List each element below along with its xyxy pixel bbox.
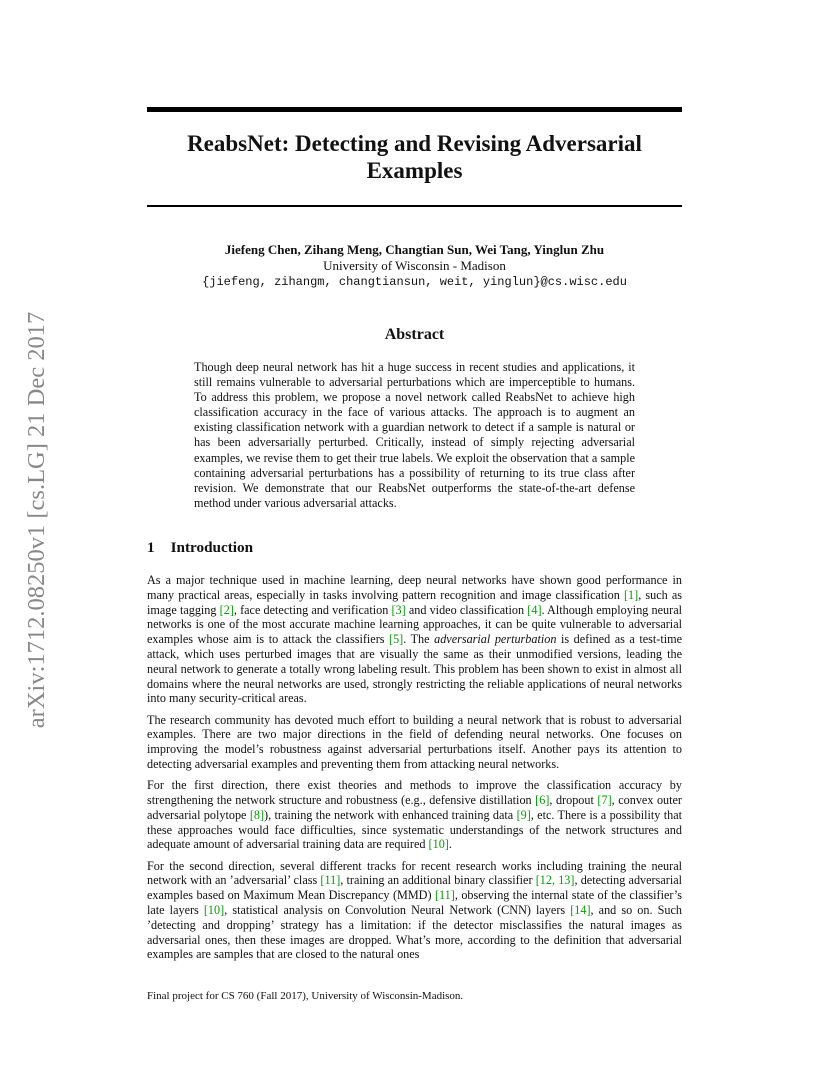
- author-block: [147, 242, 682, 290]
- citation-link[interactable]: [10]: [428, 837, 449, 852]
- footnote: Final project for CS 760 (Fall 2017), University of Wisconsin-Madison.: [147, 990, 464, 1002]
- citation-link[interactable]: [7]: [597, 792, 612, 807]
- emphasized-term: adversarial perturbation: [434, 632, 557, 647]
- intro-paragraph-3: [147, 778, 682, 852]
- text-run: , face detecting and verification: [233, 602, 392, 617]
- text-run: , convex outer adversarial polytope: [147, 792, 682, 822]
- text-run: , and so on. Such ’detecting and dropping’ strategy has a limitation: if the detector misclassifies the natural images as adversarial ones, then these images are dropped. What’s more, according to the definition that adversarial examples are samples that are closed to the natural ones: [147, 902, 682, 962]
- text-run: ), training the network with enhanced training data: [264, 807, 517, 822]
- citation-link[interactable]: [4]: [527, 602, 542, 617]
- introduction-body: [147, 573, 682, 968]
- author-emails: {jiefeng, zihangm, changtiansun, weit, yinglun}@cs.wisc.edu: [202, 275, 627, 289]
- citation-link[interactable]: [5]: [389, 632, 404, 647]
- section-heading-introduction: [147, 539, 253, 557]
- paper-title: ReabsNet: Detecting and Revising Adversarial Examples: [187, 131, 642, 183]
- intro-paragraph-1: [147, 573, 682, 706]
- text-run: , statistical analysis on Convolution Neural Network (CNN) layers: [224, 902, 571, 917]
- section-title: Introduction: [170, 539, 254, 556]
- text-run: and video classification: [405, 602, 528, 617]
- abstract-heading: Abstract: [384, 326, 445, 343]
- text-run: , training an additional binary classifier: [340, 873, 536, 888]
- text-run: , observing the internal state of the classifier’s late layers: [147, 888, 682, 917]
- author-names: Jiefeng Chen, Zihang Meng, Changtian Sun, Wei Tang, Yinglun Zhu: [224, 242, 605, 257]
- abstract-text: Though deep neural network has hit a huge success in recent studies and applications, it still remains vulnerable to adversarial perturbations which are imperceptible to humans. To address this problem, we propose a novel network called ReabsNet to achieve high classification accuracy in the face of various attacks. The approach is to augment an existing classification network with a guardian network to detect if a sample is natural or has been adversarially perturbed. Critically, instead of simply rejecting adversarial examples, we revise them to get their true labels. We exploit the observation that a sample containing adversarial perturbations has a possibility of returning to its true class after revision. We demonstrate that our ReabsNet outperforms the state-of-the-art defense method under various adversarial attacks.: [194, 360, 635, 510]
- citation-link[interactable]: [1]: [623, 587, 639, 602]
- affiliation: University of Wisconsin - Madison: [323, 258, 506, 273]
- citation-link[interactable]: [12, 13]: [535, 873, 575, 888]
- citation-link[interactable]: [8]: [249, 807, 265, 822]
- title-top-rule: [147, 107, 682, 112]
- text-run: . Although employing neural networks is one of the most accurate machine learning approaches, it can be quite vulnerable to adversarial examples whose aim is to attack the classifiers: [147, 602, 682, 647]
- intro-paragraph-4: [147, 859, 682, 963]
- text-run: , dropout: [549, 792, 598, 807]
- citation-link[interactable]: [3]: [391, 602, 406, 617]
- text-run: As a major technique used in machine learning, deep neural networks have shown good performance in many practical areas, especially in tasks involving pattern recognition and image classification: [147, 573, 682, 602]
- arxiv-sidebar-stamp: [12, 285, 62, 755]
- citation-link[interactable]: [9]: [516, 807, 531, 822]
- section-number: 1: [147, 539, 155, 556]
- citation-link[interactable]: [14]: [570, 902, 591, 917]
- text-run: is defined as a test-time attack, which uses perturbed images that are visually the same as their unmodified versions, leading the neural network to generate a totally wrong labeling result. This problem has been shown to exist in almost all domains where the neural networks are used, strongly restricting the reliable applications of neural networks into many security-critical areas.: [147, 632, 682, 706]
- text-run: , etc. There is a possibility that these approaches would face difficulties, since systematic understandings of the network structures and adequate amount of adversarial training data are required: [147, 807, 682, 852]
- text-run: . The: [403, 632, 435, 647]
- intro-paragraph-2: The research community has devoted much effort to building a neural network that is robust to adversarial examples. There are two major directions in the field of defending neural networks. One focuses on improving the model’s robustness against adversarial perturbations itself. Another pays its attention to detecting adversarial examples and preventing them from attacking neural networks.: [147, 712, 682, 771]
- text-run: .: [448, 837, 452, 852]
- citation-link[interactable]: [10]: [203, 902, 225, 917]
- citation-link[interactable]: [11]: [434, 888, 455, 903]
- arxiv-id-label: arXiv:1712.08250v1 [cs.LG] 21 Dec 2017: [23, 311, 50, 729]
- text-run: , such as image tagging: [147, 587, 683, 617]
- text-run: For the first direction, there exist theories and methods to improve the classification accuracy by strengthening the network structure and robustness (e.g., defensive distillation: [147, 778, 682, 807]
- title-bottom-rule: [147, 205, 682, 207]
- text-run: , detecting adversarial examples based on Maximum Mean Discrepancy (MMD): [147, 873, 682, 903]
- citation-link[interactable]: [6]: [535, 792, 550, 807]
- text-run: For the second direction, several different tracks for recent research works including training the neural network with an ’adversarial’ class: [147, 858, 682, 888]
- citation-link[interactable]: [11]: [320, 873, 341, 888]
- citation-link[interactable]: [2]: [219, 602, 234, 617]
